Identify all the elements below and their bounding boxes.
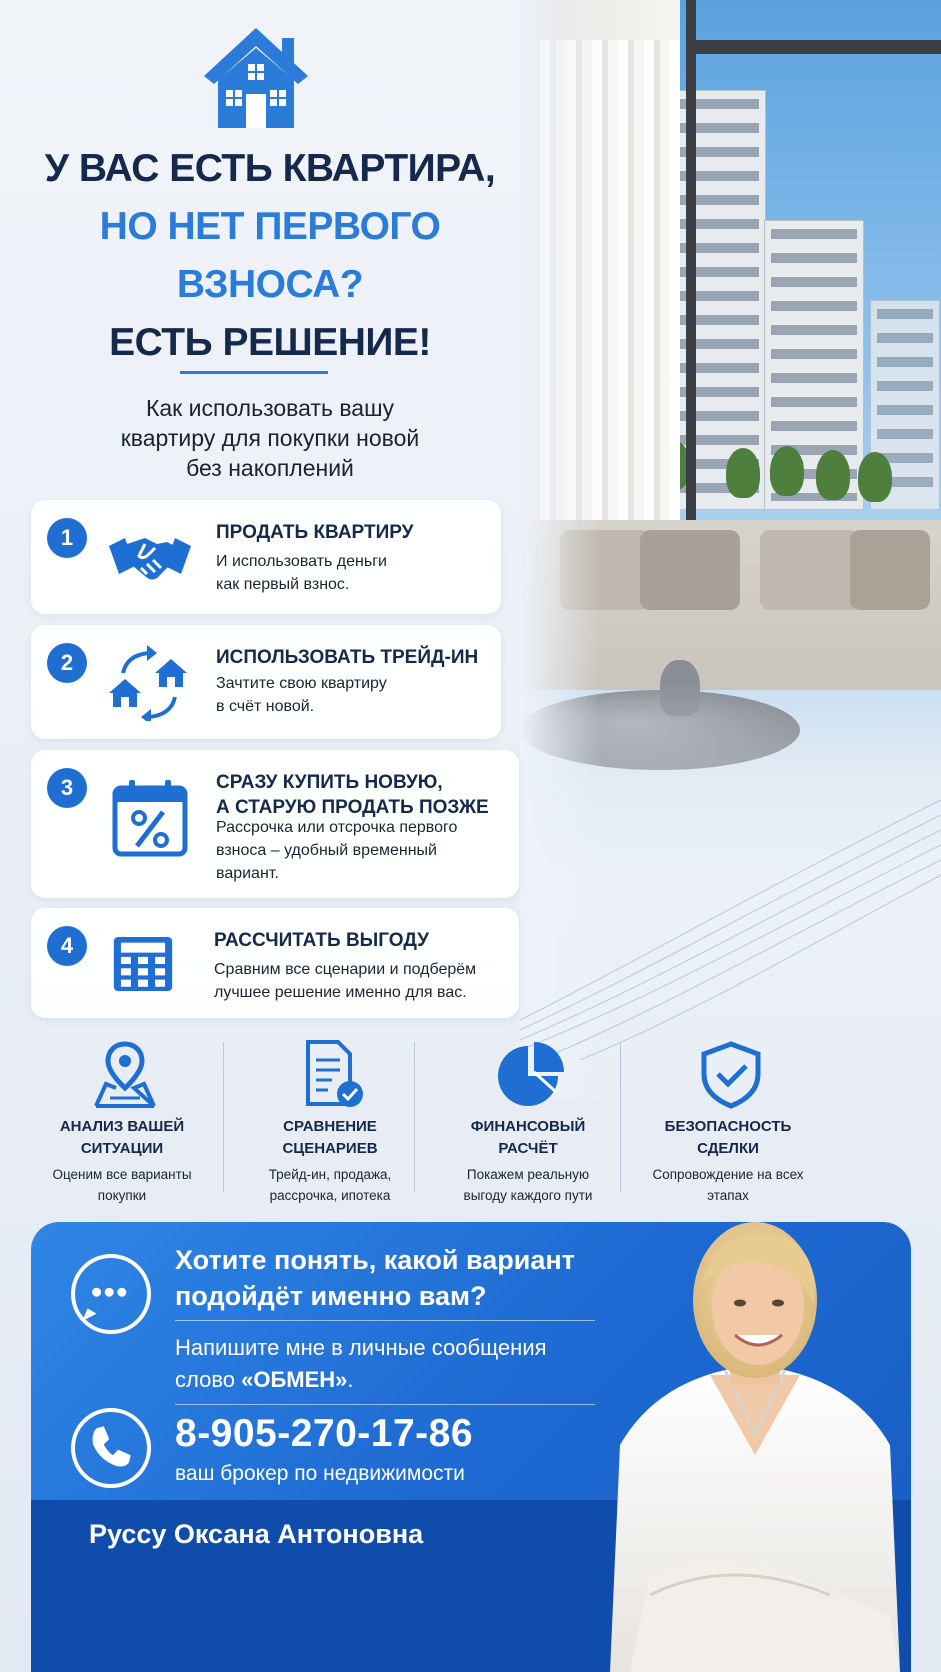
document-check-icon	[298, 1040, 368, 1110]
broker-portrait	[590, 1195, 920, 1672]
wave-decoration	[520, 760, 941, 1060]
step-card-3	[31, 750, 519, 898]
feature-text: Сопровождение на всех этапах	[652, 1167, 804, 1203]
headline-divider	[180, 371, 328, 374]
step-number: 1	[47, 518, 87, 558]
step-text: Сравним все сценарии и подберём лучшее решение именно для вас.	[214, 961, 477, 1001]
subtitle: Как использовать вашу квартиру для покупки новой без накоплений	[120, 395, 420, 481]
interior-photo	[520, 0, 941, 1100]
feature-text: Покажем реальную выгоду каждого пути	[463, 1167, 593, 1203]
headline-line-1: У ВАС ЕСТЬ КВАРТИРА,	[44, 147, 496, 190]
handshake-icon	[105, 516, 195, 596]
phone-icon[interactable]	[71, 1408, 151, 1488]
step-text: И использовать деньги как первый взнос.	[216, 553, 387, 593]
pie-chart-icon	[496, 1040, 566, 1110]
broker-name: Руссу Оксана Антоновна	[89, 1519, 424, 1549]
feature-comparison	[230, 1038, 430, 1208]
step-text: Зачтите свою квартиру в счёт новой.	[216, 675, 387, 715]
step-card-4	[31, 908, 519, 1018]
chat-bubble-icon	[71, 1254, 151, 1334]
cta-instructions: Напишите мне в личные сообщения слово «ОБМЕН».	[175, 1335, 547, 1392]
step-number: 3	[47, 768, 87, 808]
calendar-percent-icon	[105, 778, 195, 858]
feature-text: Трейд-ин, продажа, рассрочка, ипотека	[268, 1167, 392, 1203]
step-card-2	[31, 625, 501, 739]
calculator-icon	[111, 924, 175, 1004]
cta-question: Хотите понять, какой вариант подойдёт именно вам?	[175, 1245, 575, 1311]
step-card-1	[31, 500, 501, 614]
map-pin-icon	[90, 1040, 160, 1110]
headline-line-2: НО НЕТ ПЕРВОГО	[99, 205, 441, 248]
house-exchange-icon	[105, 641, 195, 721]
step-title: ПРОДАТЬ КВАРТИРУ	[216, 522, 414, 543]
broker-role: ваш брокер по недвижимости	[175, 1462, 465, 1485]
headline	[20, 140, 520, 372]
feature-title: ФИНАНСОВЫЙ РАСЧЁТ	[470, 1118, 586, 1157]
phone-number[interactable]: 8-905-270-17-86	[175, 1412, 474, 1455]
shield-check-icon	[696, 1040, 766, 1110]
step-title: РАССЧИТАТЬ ВЫГОДУ	[214, 930, 429, 951]
feature-title: СРАВНЕНИЕ СЦЕНАРИЕВ	[282, 1118, 378, 1157]
step-text: Рассрочка или отсрочка первого взноса – удобный временный вариант.	[216, 819, 458, 882]
features-row	[20, 1038, 920, 1208]
feature-analysis	[22, 1038, 222, 1208]
feature-financial	[428, 1038, 628, 1208]
feature-title: БЕЗОПАСНОСТЬ СДЕЛКИ	[664, 1118, 792, 1157]
step-title: ИСПОЛЬЗОВАТЬ ТРЕЙД-ИН	[216, 647, 479, 668]
step-title: СРАЗУ КУПИТЬ НОВУЮ, А СТАРУЮ ПРОДАТЬ ПОЗЖЕ	[216, 772, 489, 818]
house-icon	[200, 24, 312, 132]
keyword: «ОБМЕН»	[241, 1367, 348, 1392]
feature-title: АНАЛИЗ ВАШЕЙ СИТУАЦИИ	[59, 1118, 185, 1157]
step-number: 2	[47, 643, 87, 683]
step-number: 4	[47, 926, 87, 966]
feature-security	[628, 1038, 828, 1208]
headline-line-4: ЕСТЬ РЕШЕНИЕ!	[109, 321, 431, 364]
feature-text: Оценим все варианты покупки	[52, 1167, 192, 1203]
headline-line-3: ВЗНОСА?	[176, 263, 364, 306]
